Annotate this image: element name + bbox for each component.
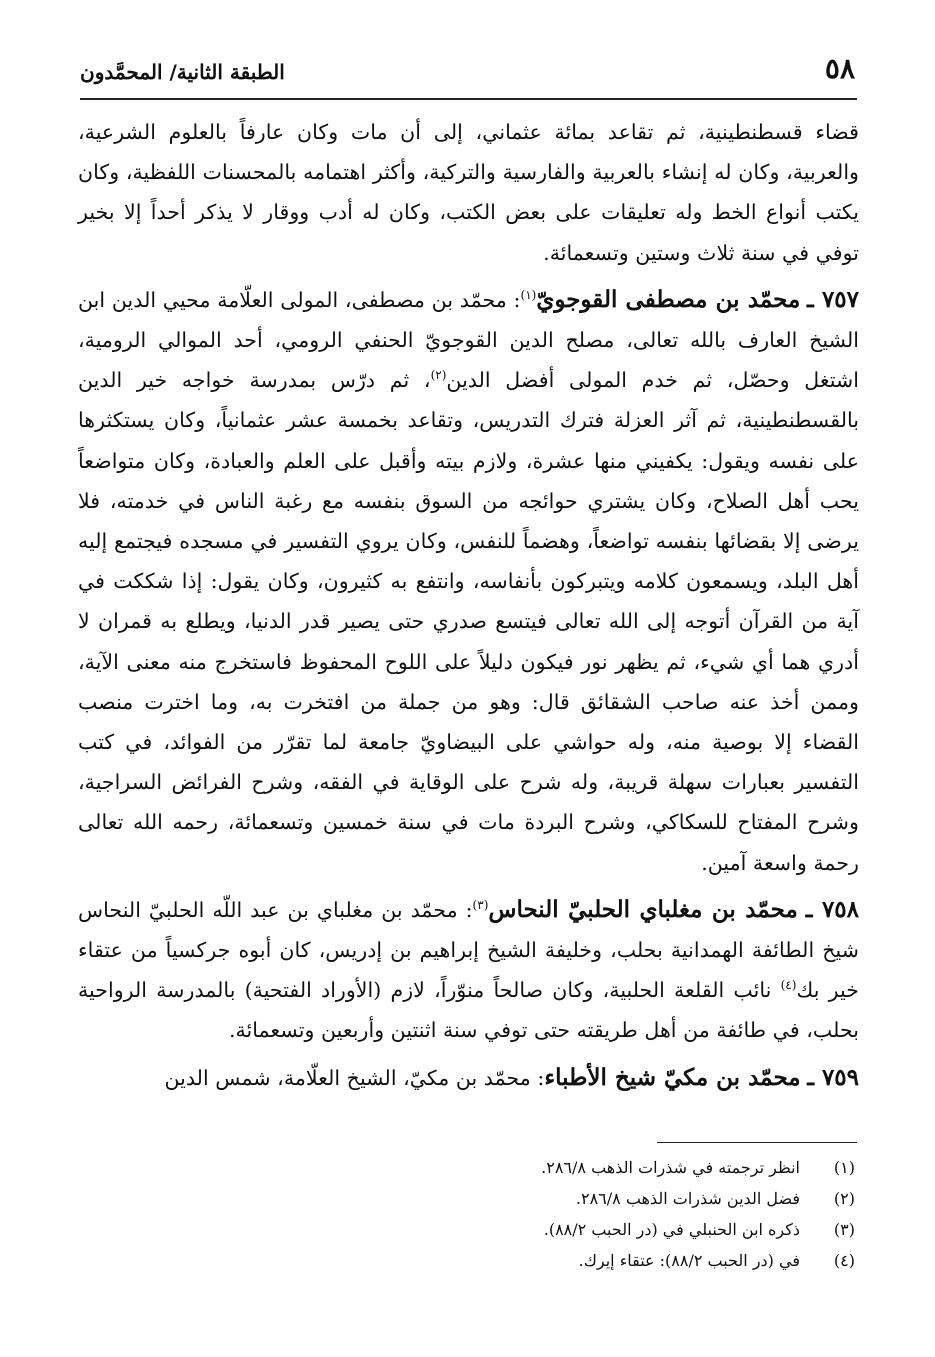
- entry-number: ٧٥٨ ـ: [805, 895, 860, 923]
- entry-text: ، ثم درّس بمدرسة خواجه خير الدين بالقسطنطينية، ثم آثر العزلة فترك التدريس، وتقاعد بخمسة عشر عثمانياً، وكان يستكثرها على نفسه ويقول: يكفيني منها عشرة، ولازم بيته وأقبل على العلم والعبادة، وكان متواضعاً يحب أهل الصلاح، وكان يشتري حوائجه من السوق بنفسه مع رغبة الناس في خدمته، فلا يرضى إلا بقضائها بنفسه تواضعاً، وهضماً للنفس، وكان يروي التفسير في مسجده فيجتمع إليه أهل البلد، ويسمعون كلامه ويتبركون بأنفاسه، وانتفع به كثيرون، وكان يقول: إذا شككت في آية من القرآن أتوجه إلى الله تعالى فيتسع صدري حتى يصير قدر الدنيا، ويطلع به قمران لا أدري هما أي شيء، ثم يظهر نور فيكون دليلاً على اللوح المحفوظ فاستخرج منه معنى الآية، وممن أخذ عنه صاحب الشقائق قال: وهو من جملة من افتخرت به، وما اخترت منصب القضاء إلا بوصية منه، وله حواشي على البيضاويّ جامعة لما تقرّر من الفوائد، في كتب التفسير بعبارات سهلة قريبة، وله شرح على الوقاية في الفقه، وشرح الفرائض السراجية، وشرح المفتاح للسكاكي، وشرح البردة مات في سنة خمسين وتسعمائة، رحمه الله تعالى رحمة واسعة آمين.: [78, 368, 859, 875]
- footnote-text: انظر ترجمته في شذرات الذهب ٢٨٦/٨.: [541, 1158, 800, 1177]
- paragraph-continuation: قضاء قسطنطينية، ثم تقاعد بمائة عثماني، إلى أن مات وكان عارفاً بالعلوم الشرعية، والعربية، وكان له إنشاء بالعربية والفارسية والتركية، وأكثر اهتمامه بالمحسنات اللفظية، وكان يكتب أنواع الخط وله تعليقات على بعض الكتب، وكان له أدب ووقار لا يذكر أحداً إلا بخير توفي في سنة ثلاث وستين وتسعمائة.: [78, 120, 859, 265]
- entry-text: : محمّد بن مكيّ، الشيخ العلّامة، شمس الدين: [164, 1065, 545, 1090]
- entry-name: محمّد بن مكيّ شيخ الأطباء: [544, 1063, 801, 1091]
- entry-text: نائب القلعة الحلبية، وكان صالحاً منوّراً، لازم (الأوراد الفتحية) بالمدرسة الرواحية بحلب، في طائفة من أهل طريقته حتى توفي سنة اثنتين وأربعين وتسعمائة.: [78, 978, 859, 1043]
- footnote: [80, 1152, 855, 1183]
- entry-759: [78, 1058, 859, 1098]
- header-divider: [80, 98, 857, 100]
- entry-text: : محمّد بن مغلباي بن عبد اللّه الحلبيّ النحاس شيخ الطائفة الهمدانية بحلب، وخليفة الشيخ إبراهيم بن إدريس، كان أبوه جركسياً من عتقاء خير بك: [78, 897, 859, 1003]
- page-number: ٥٨: [824, 52, 855, 85]
- footnote-number: (٢): [833, 1189, 855, 1208]
- footnote-divider: [657, 1142, 857, 1143]
- entry-name: محمّد بن مصطفى القوجويّ: [536, 285, 801, 313]
- footnote-ref: (٢): [430, 368, 447, 383]
- footnote-text: ذكره ابن الحنبلي في (در الحبب ٨٨/٢).: [543, 1220, 800, 1239]
- footnote-ref: (٣): [472, 898, 489, 912]
- footnote: [80, 1183, 855, 1214]
- footnote-text: في (در الحبب ٨٨/٢): عتقاء إيرك.: [578, 1251, 800, 1270]
- entry-number: ٧٥٩ ـ: [807, 1063, 859, 1091]
- entry-757: [78, 280, 859, 883]
- footnote-number: (١): [833, 1158, 855, 1177]
- main-text: [78, 112, 859, 1105]
- footnote: [80, 1214, 855, 1245]
- footnote-ref: (٤): [780, 978, 797, 993]
- entry-number: ٧٥٧ ـ: [807, 285, 860, 313]
- entry-758: [78, 890, 859, 1051]
- footnote-text: فضل الدين شذرات الذهب ٢٨٦/٨.: [575, 1189, 800, 1208]
- entry-name: محمّد بن مغلباي الحلبيّ النحاس: [488, 895, 798, 923]
- footnote-number: (٣): [833, 1220, 855, 1239]
- footnote-ref: (١): [520, 287, 537, 302]
- footnote: [80, 1245, 855, 1276]
- entry-text: : محمّد بن مصطفى، المولى العلّامة محيي الدين ابن الشيخ العارف بالله تعالى، مصلح الدين القوجويّ الحنفي الرومي، أحد الموالي الرومية، اشتغل وحصّل، ثم خدم المولى أفضل الدين: [78, 287, 859, 393]
- running-title: الطبقة الثانية/ المحمَّدون: [80, 60, 285, 84]
- page-header: [80, 50, 855, 90]
- footnotes: [80, 1152, 855, 1276]
- footnote-number: (٤): [833, 1251, 855, 1270]
